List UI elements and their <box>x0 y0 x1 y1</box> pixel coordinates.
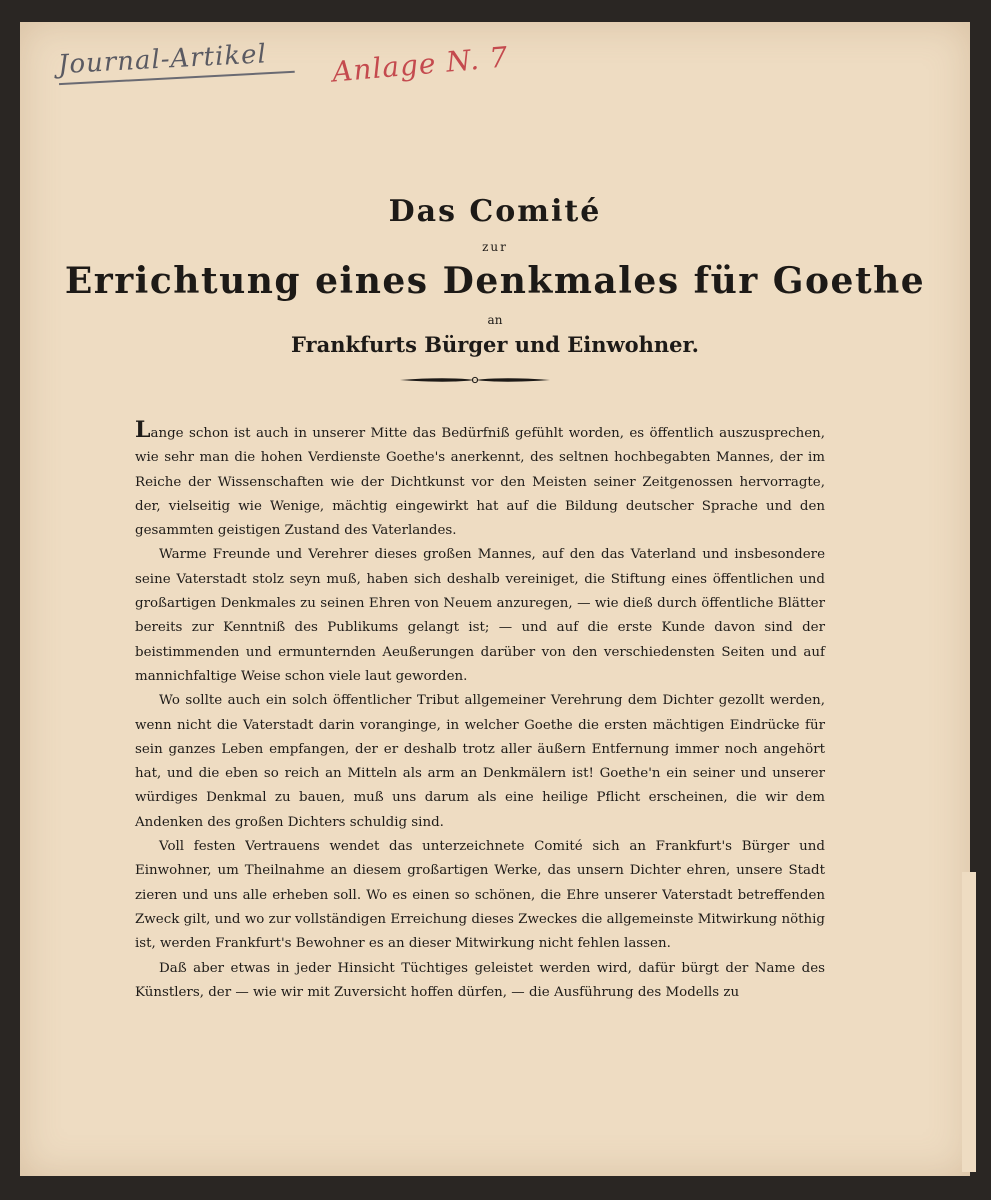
body-text <box>135 418 825 1005</box>
heading-addressee: Frankfurts Bürger und Einwohner. <box>291 332 699 357</box>
document-page <box>20 22 970 1176</box>
ornament-divider-icon <box>400 374 550 386</box>
paragraph-4: Voll festen Vertrauens wendet das unterzeichnete Comité sich an Frankfurt's Bürger und Einwohner, um Theilnahme an diesem großartigen Werke, das unsern Dichter ehren, unsere Stadt zieren und uns alle erheben soll. Wo es einen so schönen, die Ehre unserer Vaterstadt betreffenden Zweck gilt, und wo zur vollständigen Erreichung dieses Zweckes die allgemeinste Mitwirkung nöthig ist, werden Frankfurt's Bewohner es an dieser Mitwirkung nicht fehlen lassen. <box>135 839 825 952</box>
paragraph-5: Daß aber etwas in jeder Hinsicht Tüchtiges geleistet werden wird, dafür bürgt der Name des Künstlers, der — wie wir mit Zuversicht hoffen dürfen, — die Ausführung des Modells zu <box>135 960 825 1000</box>
paragraph-3: Wo sollte auch ein solch öffentlicher Tribut allgemeiner Verehrung dem Dichter gezollt werden, wenn nicht die Vaterstadt darin voranginge, in welcher Goethe die ersten mächtigen Eindrücke für sein ganzes Leben empfangen, der er deshalb trotz aller äußern Entfernung immer noch angehört hat, und die eben so reich an Mitteln als arm an Denkmälern ist! Goethe'n ein seiner und unserer würdiges Denkmal zu bauen, muß uns darum als eine heilige Pflicht erscheinen, die wir dem Andenken des großen Dichters schuldig sind. <box>135 693 825 830</box>
drop-cap: L <box>135 417 151 443</box>
heading-title: Errichtung eines Denkmales für Goethe <box>64 260 926 302</box>
paper-edge <box>962 872 976 1172</box>
handwritten-note-left: Journal-Artikel <box>57 38 295 85</box>
heading-line-2: zur <box>482 240 508 254</box>
paragraph-1: Lange schon ist auch in unserer Mitte das Bedürfniß gefühlt worden, es öffentlich auszusprechen, wie sehr man die hohen Verdienste Goethe's anerkennt, des seltnen hochbegabten Mannes, der im Reiche der Wissenschaften wie der Dichtkunst vor den Meisten seiner Zeitgenossen hervorragte, der, vielseitig wie Wenige, mächtig eingewirkt hat auf die Bildung deutscher Sprache und den gesammten geistigen Zustand des Vaterlandes. <box>135 417 825 539</box>
paragraph-2: Warme Freunde und Verehrer dieses großen Mannes, auf den das Vaterland und insbesondere seine Vaterstadt stolz seyn muß, haben sich deshalb vereiniget, die Stiftung eines öffentlichen und großartigen Denkmales zu seinen Ehren von Neuem anzuregen, — wie dieß durch öffentliche Blätter bereits zur Kenntniß des Publikums gelangt ist; — und auf die erste Kunde davon sind der beistimmenden und ermunternden Aeußerungen darüber von den verschiedensten Seiten und auf mannichfaltige Weise schon viele laut geworden. <box>135 547 825 684</box>
heading-line-4: an <box>487 313 503 327</box>
heading-line-1: Das Comité <box>388 194 602 229</box>
handwritten-note-right: Anlage N. 7 <box>330 40 510 89</box>
